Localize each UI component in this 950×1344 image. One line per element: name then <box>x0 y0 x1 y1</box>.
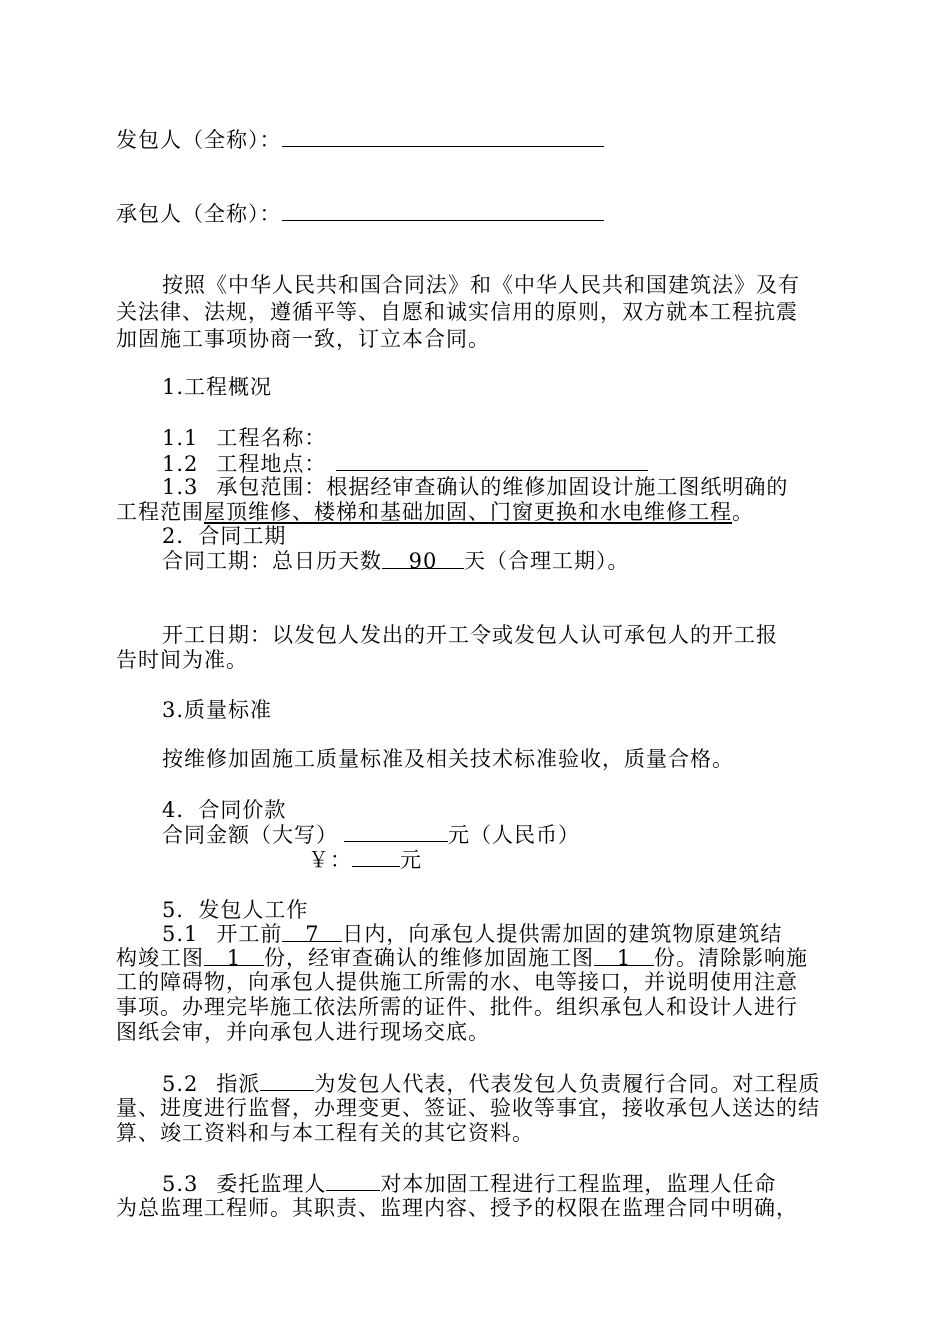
contract-amount-label: 合同金额（大写） <box>162 823 338 847</box>
item-5-1-line-2 <box>116 945 808 971</box>
item-5-2-line-2: 量、进度进行监督，办理变更、签证、验收等事宜，接收承包人送达的结 <box>116 1096 820 1120</box>
item-1-3 <box>162 474 788 500</box>
item-1-2-number: 1.2 <box>162 452 199 476</box>
item-5-1-line-5: 图纸会审，并向承包人进行现场交底。 <box>116 1020 490 1044</box>
section-5-title: 5．发包人工作 <box>162 898 309 922</box>
item-5-1-l2-a: 构竣工图 <box>116 946 204 970</box>
item-5-1 <box>162 921 782 947</box>
start-date-line-2: 告时间为准。 <box>116 648 248 672</box>
section-4-title: 4．合同价款 <box>162 798 287 822</box>
as-built-copies-value: 1 <box>226 946 242 970</box>
scope-prefix: 工程范围 <box>116 500 204 524</box>
item-5-3 <box>162 1170 776 1197</box>
section-1-title: 1.工程概况 <box>162 375 273 399</box>
item-1-3-text: 承包范围：根据经审查确认的维修加固设计施工图纸明确的 <box>216 475 789 499</box>
contract-days-field[interactable] <box>382 548 464 573</box>
item-1-2-text: 工程地点： <box>216 452 327 476</box>
item-1-1 <box>162 425 326 451</box>
yen-label: ￥： <box>308 848 352 872</box>
contract-period-suffix: 天（合理工期）。 <box>464 549 630 573</box>
item-5-1-line-4: 事项。办理完毕施工依法所需的证件、批件。组织承包人和设计人进行 <box>116 995 798 1019</box>
item-5-3-number: 5.3 <box>162 1172 199 1196</box>
start-date-line-1: 开工日期：以发包人发出的开工令或发包人认可承包人的开工报 <box>162 623 778 647</box>
item-1-1-number: 1.1 <box>162 426 199 450</box>
scope-underlined: 屋顶维修、楼梯和基础加固、门窗更换和水电维修工程 <box>204 500 732 524</box>
contract-amount-words-field[interactable] <box>344 821 448 842</box>
party-b-line <box>116 200 604 227</box>
item-5-2-text-a: 指派 <box>216 1072 261 1096</box>
days-before-start-value: 7 <box>305 922 320 946</box>
item-5-1-l2-b: 份，经审查确认的维修加固施工图 <box>264 946 594 970</box>
item-1-3-number: 1.3 <box>162 475 199 499</box>
contract-period-line <box>162 548 630 574</box>
quality-standard-text: 按维修加固施工质量标准及相关技术标准验收，质量合格。 <box>162 747 734 771</box>
preamble-line-3: 加固施工事项协商一致，订立本合同。 <box>116 327 490 351</box>
party-a-name-field[interactable] <box>282 126 604 147</box>
construction-drawing-copies-field[interactable] <box>594 945 654 970</box>
days-before-start-field[interactable] <box>282 921 342 946</box>
item-5-1-line-3: 工的障碍物，向承包人提供施工所需的水、电等接口，并说明使用注意 <box>116 970 798 994</box>
preamble-line-1: 按照《中华人民共和国合同法》和《中华人民共和国建筑法》及有 <box>162 273 800 297</box>
item-5-1-text-a: 开工前 <box>216 922 283 946</box>
item-1-2 <box>162 450 648 477</box>
item-5-3-text-b: 对本加固工程进行工程监理，监理人任命 <box>380 1172 777 1196</box>
party-b-name-field[interactable] <box>282 200 604 221</box>
project-location-field[interactable] <box>336 450 648 471</box>
employer-representative-field[interactable] <box>260 1070 314 1091</box>
item-5-1-l2-c: 份。清除影响施 <box>654 946 808 970</box>
party-a-label: 发包人（全称）： <box>116 128 282 152</box>
section-3-title: 3.质量标准 <box>162 698 273 722</box>
supervisor-field[interactable] <box>326 1170 380 1191</box>
item-5-1-number: 5.1 <box>162 922 199 946</box>
contract-amount-line <box>162 821 580 848</box>
preamble-line-2: 关法律、法规，遵循平等、自愿和诚实信用的原则，双方就本工程抗震 <box>116 300 798 324</box>
contract-amount-figures-field[interactable] <box>352 846 400 867</box>
item-5-3-text-a: 委托监理人 <box>216 1172 327 1196</box>
contract-amount-yen-line <box>308 846 422 873</box>
item-5-2-line-3: 算、竣工资料和与本工程有关的其它资料。 <box>116 1121 534 1145</box>
item-5-1-text-b: 日内，向承包人提供需加固的建筑物原建筑结 <box>342 922 783 946</box>
section-2-title: 2．合同工期 <box>162 524 287 548</box>
item-5-2-number: 5.2 <box>162 1072 199 1096</box>
party-b-label: 承包人（全称）： <box>116 202 282 226</box>
contract-amount-unit: 元（人民币） <box>448 823 580 847</box>
item-1-1-text: 工程名称： <box>216 426 327 450</box>
scope-suffix: 。 <box>732 500 754 524</box>
party-a-line <box>116 126 604 153</box>
item-5-2-text-b: 为发包人代表，代表发包人负责履行合同。对工程质 <box>314 1072 821 1096</box>
construction-drawing-copies-value: 1 <box>616 946 632 970</box>
as-built-copies-field[interactable] <box>204 945 264 970</box>
item-5-3-line-2: 为总监理工程师。其职责、监理内容、授予的权限在监理合同中明确， <box>116 1196 798 1220</box>
item-1-3-line-2 <box>116 499 754 525</box>
item-5-2 <box>162 1070 820 1097</box>
yen-unit: 元 <box>400 848 422 872</box>
contract-days-value: 90 <box>408 549 438 573</box>
contract-period-label: 合同工期：总日历天数 <box>162 549 382 573</box>
